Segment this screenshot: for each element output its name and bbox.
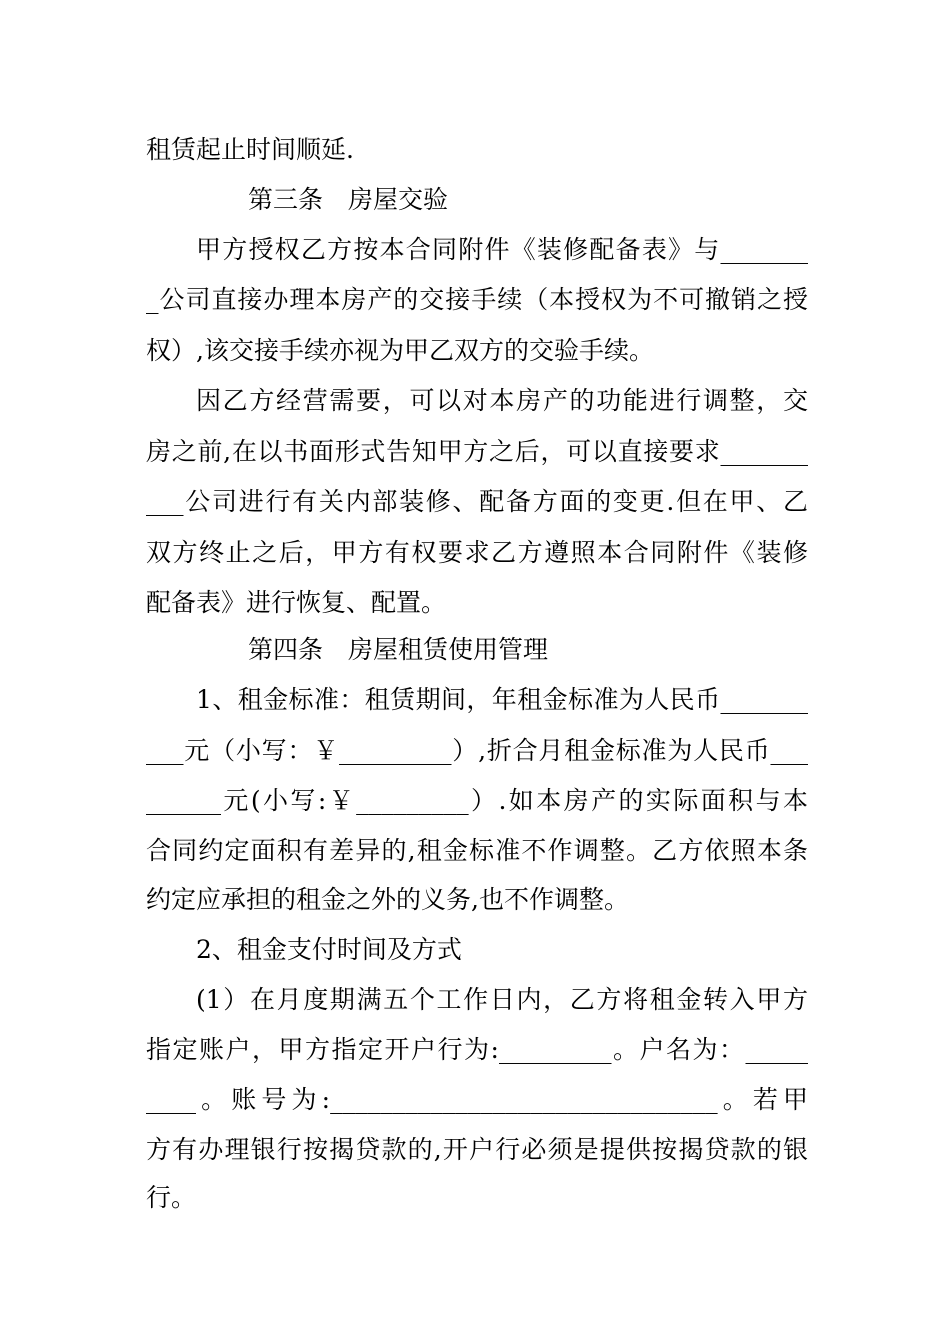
text-line: 约定应承担的租金之外的义务,也不作调整。 xyxy=(146,885,629,914)
text-line: 租赁起止时间顺延. xyxy=(146,135,354,164)
text-line: 行。 xyxy=(146,1183,197,1212)
text-line: 合同约定面积有差异的,租金标准不作调整。乙方依照本条 xyxy=(146,836,808,865)
text-line: 甲方授权乙方按本合同附件《装修配备表》与_______ xyxy=(196,235,808,264)
text-line: 因乙方经营需要，可以对本房产的功能进行调整，交 xyxy=(196,386,808,415)
text-line: 1、租金标准：租赁期间，年租金标准为人民币_______ xyxy=(196,685,808,714)
text-line: (1）在月度期满五个工作日内，乙方将租金转入甲方 xyxy=(196,985,808,1014)
text-line: ___公司进行有关内部装修、配备方面的变更.但在甲、乙 xyxy=(146,487,808,516)
article-3-heading: 第三条 房屋交验 xyxy=(248,185,449,214)
text-line: ______元(小写:￥_________）.如本房产的实际面积与本 xyxy=(146,786,808,815)
text-line: ___元（小写：￥_________）,折合月租金标准为人民币___ xyxy=(146,736,808,765)
text-line: 方有办理银行按揭贷款的,开户行必须是提供按揭贷款的银 xyxy=(146,1135,808,1164)
article-4-heading: 第四条 房屋租赁使用管理 xyxy=(248,635,549,664)
text-line: 权）,该交接手续亦视为甲乙双方的交验手续。 xyxy=(146,336,654,365)
text-line: 配备表》进行恢复、配置。 xyxy=(146,588,447,617)
text-line: 指定账户，甲方指定开户行为:_________。户名为：_____ xyxy=(146,1035,808,1064)
text-line: 房之前,在以书面形式告知甲方之后，可以直接要求_______ xyxy=(146,437,808,466)
text-line: ____。账号为:_______________________________。若甲 xyxy=(146,1085,808,1114)
text-line: 双方终止之后，甲方有权要求乙方遵照本合同附件《装修 xyxy=(146,538,808,567)
text-line: _公司直接办理本房产的交接手续（本授权为不可撤销之授 xyxy=(146,285,808,314)
section-2-heading: 2、租金支付时间及方式 xyxy=(196,935,462,964)
